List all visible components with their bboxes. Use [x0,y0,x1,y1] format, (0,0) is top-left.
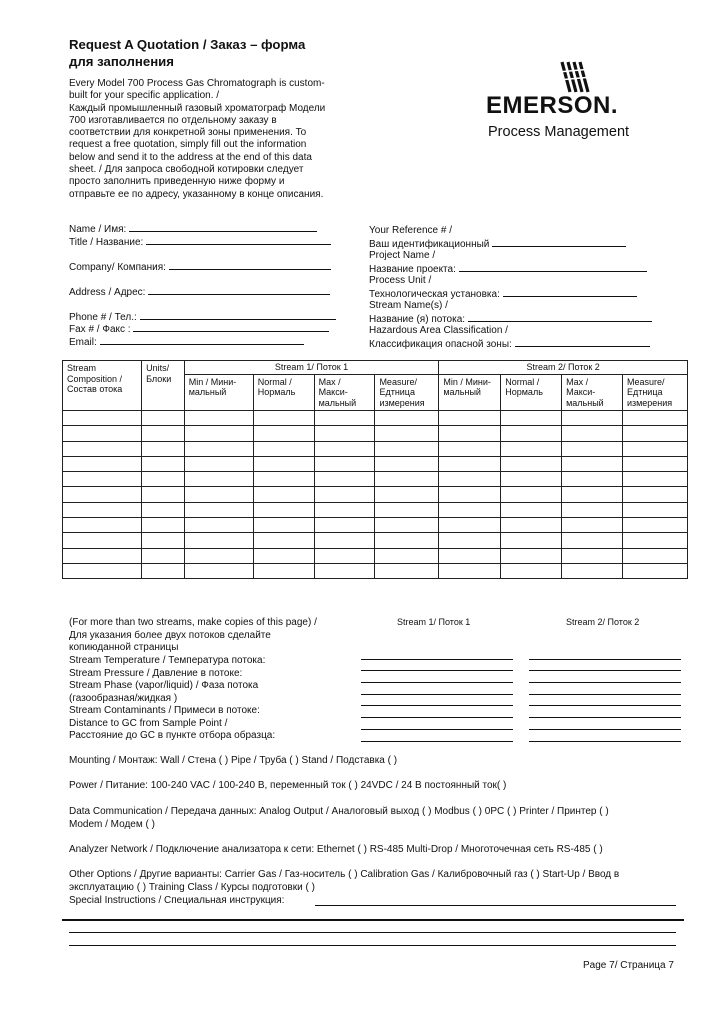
max-header [562,374,623,411]
header-text: Stream [67,363,97,373]
table-cell[interactable] [439,411,501,426]
header-text: мальный [188,387,227,397]
project-input-line[interactable] [459,262,647,272]
header-text: Measure/ [379,376,417,387]
intro-line: отправьте ее по адресу, указанному в конце описания. [69,188,324,200]
table-cell[interactable] [622,518,687,533]
distance-label-ru: Расстояние до GC в пункте отбора образца: [69,730,276,741]
table-cell[interactable] [622,426,687,441]
table-cell[interactable] [562,563,623,578]
stream1-phase-line[interactable] [361,682,513,683]
stream-name-field[interactable] [369,312,652,326]
table-cell[interactable] [142,411,185,426]
stream2-phase-line-2[interactable] [529,694,681,695]
stream1-distance-line-3[interactable] [361,741,513,742]
table-cell[interactable] [375,456,439,471]
stream2-label: Stream 2/ Поток 2 [566,617,640,627]
unit-field[interactable] [369,287,637,301]
min-header [439,374,501,411]
table-row [63,441,688,456]
header-text: измерения [626,397,673,408]
header-text: Блоки [146,373,172,384]
table-cell[interactable] [314,548,375,563]
table-cell[interactable] [142,456,185,471]
table-row [63,456,688,471]
min-header [184,374,253,411]
table-cell[interactable] [142,548,185,563]
table-cell[interactable] [184,533,253,548]
table-row [63,426,688,441]
reference-label-ru: Ваш идентификационный [369,239,490,250]
temperature-label: Stream Temperature / Температура потока: [69,655,266,666]
table-cell[interactable] [375,441,439,456]
header-text: Едтница [626,387,663,397]
hazard-label-en: Hazardous Area Classification / [369,325,508,336]
company-input-line[interactable] [169,260,331,270]
address-field[interactable] [69,285,330,299]
stream2-temperature-line[interactable] [529,659,681,660]
table-cell[interactable] [562,487,623,502]
table-cell[interactable] [314,411,375,426]
table-cell[interactable] [562,502,623,517]
table-cell[interactable] [501,456,562,471]
table-cell[interactable] [439,472,501,487]
table-cell[interactable] [63,563,142,578]
table-row [63,533,688,548]
table-cell[interactable] [562,456,623,471]
table-cell[interactable] [375,472,439,487]
stream1-distance-line[interactable] [361,717,513,718]
header-text: Normal / [257,376,292,387]
name-label: Name / Имя: [69,224,127,235]
intro-paragraph [69,78,359,201]
table-cell[interactable] [314,487,375,502]
table-body [63,411,688,579]
header-text: измерения [379,397,425,408]
header-text: Макси- [566,387,596,397]
copies-note-1: (For more than two streams, make copies of this page) / [69,617,317,628]
mounting-options[interactable]: Mounting / Монтаж: Wall / Стена ( ) Pipe / Труба ( ) Stand / Подставка ( ) [69,755,398,766]
header-text: Max / [566,376,589,387]
email-field[interactable] [69,335,304,349]
intro-line: built for your specific application. / [69,90,220,102]
stream-name-label-ru: Название (я) потока: [369,314,466,325]
table-cell[interactable] [622,441,687,456]
fax-label: Fax # / Факс : [69,324,131,335]
copies-note-3: копиюданной страницы [69,642,179,653]
intro-line: request a free quotation, simply fill out the information [69,139,307,151]
table-cell[interactable] [253,411,314,426]
table-cell[interactable] [253,548,314,563]
table-cell[interactable] [142,518,185,533]
header-text: Composition / [67,373,123,384]
header-text: Max / [318,376,341,387]
address-label: Address / Адрес: [69,287,146,298]
table-cell[interactable] [501,548,562,563]
table-cell[interactable] [184,441,253,456]
table-cell[interactable] [439,487,501,502]
table-cell[interactable] [501,502,562,517]
table-cell[interactable] [439,563,501,578]
project-label-en: Project Name / [369,250,436,261]
table-cell[interactable] [501,518,562,533]
table-cell[interactable] [622,502,687,517]
table-cell[interactable] [622,411,687,426]
stream2-pressure-line[interactable] [529,670,681,671]
reference-field[interactable] [369,237,626,251]
table-row [63,487,688,502]
composition-header [63,361,142,411]
table-cell[interactable] [253,456,314,471]
stream2-distance-line-2[interactable] [529,729,681,730]
table-cell[interactable] [622,487,687,502]
table-cell[interactable] [142,533,185,548]
phase-label-ru: (газообразная/жидкая ) [69,693,178,704]
table-cell[interactable] [184,518,253,533]
stream2-header: Stream 2/ Поток 2 [439,361,688,375]
header-text: мальный [318,397,357,408]
table-cell[interactable] [375,548,439,563]
table-cell[interactable] [253,563,314,578]
title-input-line[interactable] [146,235,331,245]
stream1-temperature-line[interactable] [361,659,513,660]
max-header [314,374,375,411]
copies-note-2: Для указания более двух потоков сделайте [69,630,271,641]
table-cell[interactable] [184,411,253,426]
special-instructions-line[interactable] [315,905,676,906]
table-cell[interactable] [375,411,439,426]
hazard-input-line[interactable] [515,337,650,347]
reference-input-line[interactable] [492,237,626,247]
table-cell[interactable] [63,456,142,471]
normal-header [253,374,314,411]
table-cell[interactable] [253,487,314,502]
table-cell[interactable] [142,563,185,578]
intro-line: below and send it to the address at the end of this data [69,151,312,163]
hazard-field[interactable] [369,337,650,351]
stream1-phase-line-2[interactable] [361,694,513,695]
table-cell[interactable] [375,563,439,578]
table-cell[interactable] [501,472,562,487]
stream-name-input-line[interactable] [468,312,652,322]
header-text: Нормаль [505,387,543,397]
header-text: Measure/ [626,376,665,387]
intro-line: Каждый промышленный газовый хроматограф Модели [69,102,326,114]
table-cell[interactable] [63,441,142,456]
table-cell[interactable] [439,518,501,533]
distance-label: Distance to GC from Sample Point / [69,718,228,729]
power-options[interactable]: Power / Питание: 100-240 VAC / 100-240 В, переменный ток ( ) 24VDC / 24 В постоянный ток( ) [69,780,507,791]
table-cell[interactable] [314,472,375,487]
table-cell[interactable] [439,502,501,517]
header-text: мальный [566,397,604,408]
table-cell[interactable] [501,441,562,456]
other-options[interactable]: Other Options / Другие варианты: Carrier Gas / Газ-носитель ( ) Calibration Gas / Калибровочный газ ( ) Start-Up / Ввод в [69,869,620,880]
composition-table [62,360,688,579]
table-cell[interactable] [142,487,185,502]
table-cell[interactable] [314,456,375,471]
stream1-label: Stream 1/ Поток 1 [397,617,471,627]
intro-line: соответствии для конкретной зоны применения. To [69,127,307,139]
table-cell[interactable] [562,533,623,548]
phase-label: Stream Phase (vapor/liquid) / Фаза потока [69,680,259,691]
unit-label-ru: Технологическая установка: [369,289,500,300]
page-number: Page 7/ Страница 7 [583,960,674,971]
table-cell[interactable] [184,548,253,563]
table-cell[interactable] [63,472,142,487]
table-cell[interactable] [63,411,142,426]
table-row [63,563,688,578]
table-cell[interactable] [184,487,253,502]
table-cell[interactable] [622,533,687,548]
company-label: Company/ Компания: [69,262,166,273]
table-row [63,518,688,533]
table-cell[interactable] [622,563,687,578]
stream-name-label-en: Stream Name(s) / [369,300,448,311]
table-cell[interactable] [142,502,185,517]
table-cell[interactable] [622,472,687,487]
reference-label-en: Your Reference # / [369,225,453,236]
table-cell[interactable] [439,456,501,471]
stream2-distance-line-3[interactable] [529,741,681,742]
table-cell[interactable] [63,533,142,548]
title-label: Title / Название: [69,237,144,248]
emerson-mark-icon [554,60,594,94]
title-field[interactable] [69,235,331,249]
intro-line: sheet. / Для запроса свободной котировки следует [69,164,304,176]
table-row [63,411,688,426]
title-line-1: Request A Quotation / Заказ – форма [69,37,306,52]
table-cell[interactable] [253,441,314,456]
table-cell[interactable] [439,548,501,563]
table-cell[interactable] [562,518,623,533]
header-text: Units/ [146,363,170,373]
table-cell[interactable] [184,472,253,487]
table-cell[interactable] [622,548,687,563]
project-field[interactable] [369,262,647,276]
table-cell[interactable] [142,441,185,456]
header-text: Normal / [505,376,540,387]
table-cell[interactable] [253,502,314,517]
email-input-line[interactable] [100,335,304,345]
project-label-ru: Название проекта: [369,264,456,275]
emerson-logo [486,60,656,150]
other-options-2[interactable]: эксплуатацию ( ) Training Class / Курсы подготовки ( ) [69,882,315,893]
table-cell[interactable] [184,502,253,517]
table-cell[interactable] [253,518,314,533]
company-field[interactable] [69,260,331,274]
address-input-line[interactable] [148,285,330,295]
table-cell[interactable] [375,533,439,548]
table-header-row [63,361,688,375]
name-input-line[interactable] [129,222,317,232]
table-cell[interactable] [184,563,253,578]
email-label: Email: [69,337,97,348]
fax-field[interactable] [69,322,329,336]
stream1-pressure-line[interactable] [361,670,513,671]
table-cell[interactable] [63,548,142,563]
header-text: Едтница [379,387,415,397]
header-text: Макси- [318,387,348,397]
table-cell[interactable] [253,533,314,548]
table-cell[interactable] [253,426,314,441]
contaminants-label: Stream Contaminants / Примеси в потоке: [69,705,260,716]
normal-header [501,374,562,411]
intro-line: просто заполнить приведенную ниже форму и [69,176,285,188]
datacomm-options[interactable]: Data Communication / Передача данных: Analog Output / Аналоговый выход ( ) Modbus ( ) 0PC ( ) Printer / Принтер ( ) [69,806,609,817]
stream2-distance-line[interactable] [529,717,681,718]
phone-label: Phone # / Тел.: [69,312,137,323]
stream1-distance-line-2[interactable] [361,729,513,730]
header-text: Min / Мини- [443,376,491,387]
table-cell[interactable] [63,502,142,517]
table-cell[interactable] [63,426,142,441]
stream1-contaminants-line[interactable] [361,705,513,706]
table-cell[interactable] [314,441,375,456]
pressure-label: Stream Pressure / Давление в потоке: [69,668,243,679]
table-cell[interactable] [314,533,375,548]
table-cell[interactable] [375,487,439,502]
table-cell[interactable] [562,426,623,441]
table-cell[interactable] [501,411,562,426]
table-cell[interactable] [375,426,439,441]
table-cell[interactable] [63,518,142,533]
table-cell[interactable] [501,563,562,578]
table-cell[interactable] [314,502,375,517]
stream2-phase-line[interactable] [529,682,681,683]
name-field[interactable] [69,222,317,236]
stream2-contaminants-line[interactable] [529,705,681,706]
unit-input-line[interactable] [503,287,637,297]
logo-subtitle: Process Management [488,124,630,140]
table-row [63,548,688,563]
measure-header [375,374,439,411]
network-options[interactable]: Analyzer Network / Подключение анализатора к сети: Ethernet ( ) RS-485 Multi-Drop / Многоточечная сеть RS-485 ( ) [69,844,603,855]
header-text: мальный [443,387,481,397]
table-cell[interactable] [439,533,501,548]
header-text: Состав отока [67,384,123,394]
logo-brand: EMERSON. [486,92,619,119]
table-row [63,472,688,487]
table-cell[interactable] [562,472,623,487]
table-cell[interactable] [142,426,185,441]
table-cell[interactable] [501,426,562,441]
measure-header [622,374,687,411]
table-cell[interactable] [622,456,687,471]
page-title [69,37,399,70]
table-cell[interactable] [375,518,439,533]
header-text: Min / Мини- [188,376,237,387]
table-cell[interactable] [562,411,623,426]
table-cell[interactable] [562,548,623,563]
fax-input-line[interactable] [133,322,329,332]
table-cell[interactable] [439,441,501,456]
instructions-line[interactable] [69,932,676,933]
divider [62,919,684,921]
table-cell[interactable] [184,456,253,471]
table-cell[interactable] [375,502,439,517]
table-cell[interactable] [501,533,562,548]
table-cell[interactable] [184,426,253,441]
table-cell[interactable] [562,441,623,456]
units-header [142,361,185,411]
header-text: Нормаль [257,387,296,397]
table-cell[interactable] [63,487,142,502]
table-cell[interactable] [314,426,375,441]
table-cell[interactable] [314,518,375,533]
datacomm-options-2[interactable]: Modem / Модем ( ) [69,819,155,830]
table-cell[interactable] [314,563,375,578]
table-cell[interactable] [439,426,501,441]
instructions-line[interactable] [69,945,676,946]
special-instructions-label: Special Instructions / Специальная инструкция: [69,895,285,906]
table-cell[interactable] [501,487,562,502]
unit-label-en: Process Unit / [369,275,432,286]
stream1-header: Stream 1/ Поток 1 [184,361,439,375]
intro-line: 700 изготавливается по отдельному заказу в [69,114,277,126]
phone-input-line[interactable] [140,310,336,320]
table-cell[interactable] [142,472,185,487]
table-row [63,502,688,517]
intro-line: Every Model 700 Process Gas Chromatograph is custom- [69,78,325,89]
hazard-label-ru: Классификация опасной зоны: [369,339,512,350]
title-line-2: для заполнения [69,53,174,69]
table-cell[interactable] [253,472,314,487]
